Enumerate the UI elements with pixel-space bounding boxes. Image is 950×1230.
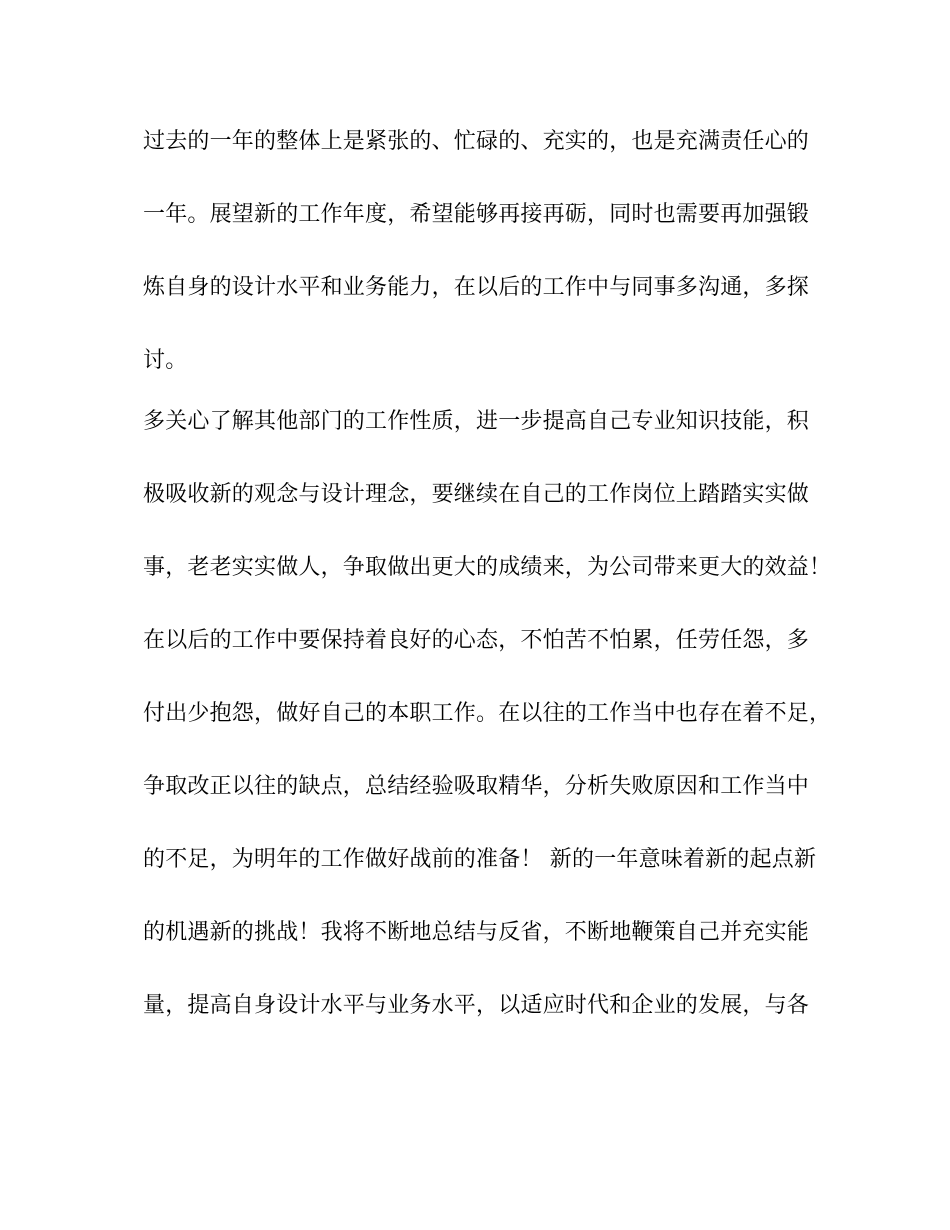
text-line: 付出少抱怨，做好自己的本职工作。在以往的工作当中也存在着不足，	[143, 701, 832, 726]
text-line: 多关心了解其他部门的工作性质，进一步提高自己专业知识技能，积	[143, 409, 810, 434]
text-line: 在以后的工作中要保持着良好的心态，不怕苦不怕累，任劳任怨，多	[143, 628, 810, 653]
text-line: 一年。展望新的工作年度，希望能够再接再砺，同时也需要再加强锻	[143, 202, 810, 227]
text-line: 争取改正以往的缺点，总结经验吸取精华，分析失败原因和工作当中	[143, 774, 810, 799]
text-line: 过去的一年的整体上是紧张的、忙碌的、充实的，也是充满责任心的	[143, 129, 810, 154]
text-line: 事，老老实实做人，争取做出更大的成绩来，为公司带来更大的效益！	[143, 555, 832, 580]
text-line: 的不足，为明年的工作做好战前的准备！ 新的一年意味着新的起点新	[143, 847, 817, 872]
text-line: 极吸收新的观念与设计理念，要继续在自己的工作岗位上踏踏实实做	[143, 482, 810, 507]
text-line: 讨。	[143, 348, 188, 373]
text-line: 的机遇新的挑战！我将不断地总结与反省，不断地鞭策自己并充实能	[143, 920, 810, 945]
text-line: 量，提高自身设计水平与业务水平，以适应时代和企业的发展，与各	[143, 993, 810, 1018]
text-line: 炼自身的设计水平和业务能力，在以后的工作中与同事多沟通，多探	[143, 275, 810, 300]
